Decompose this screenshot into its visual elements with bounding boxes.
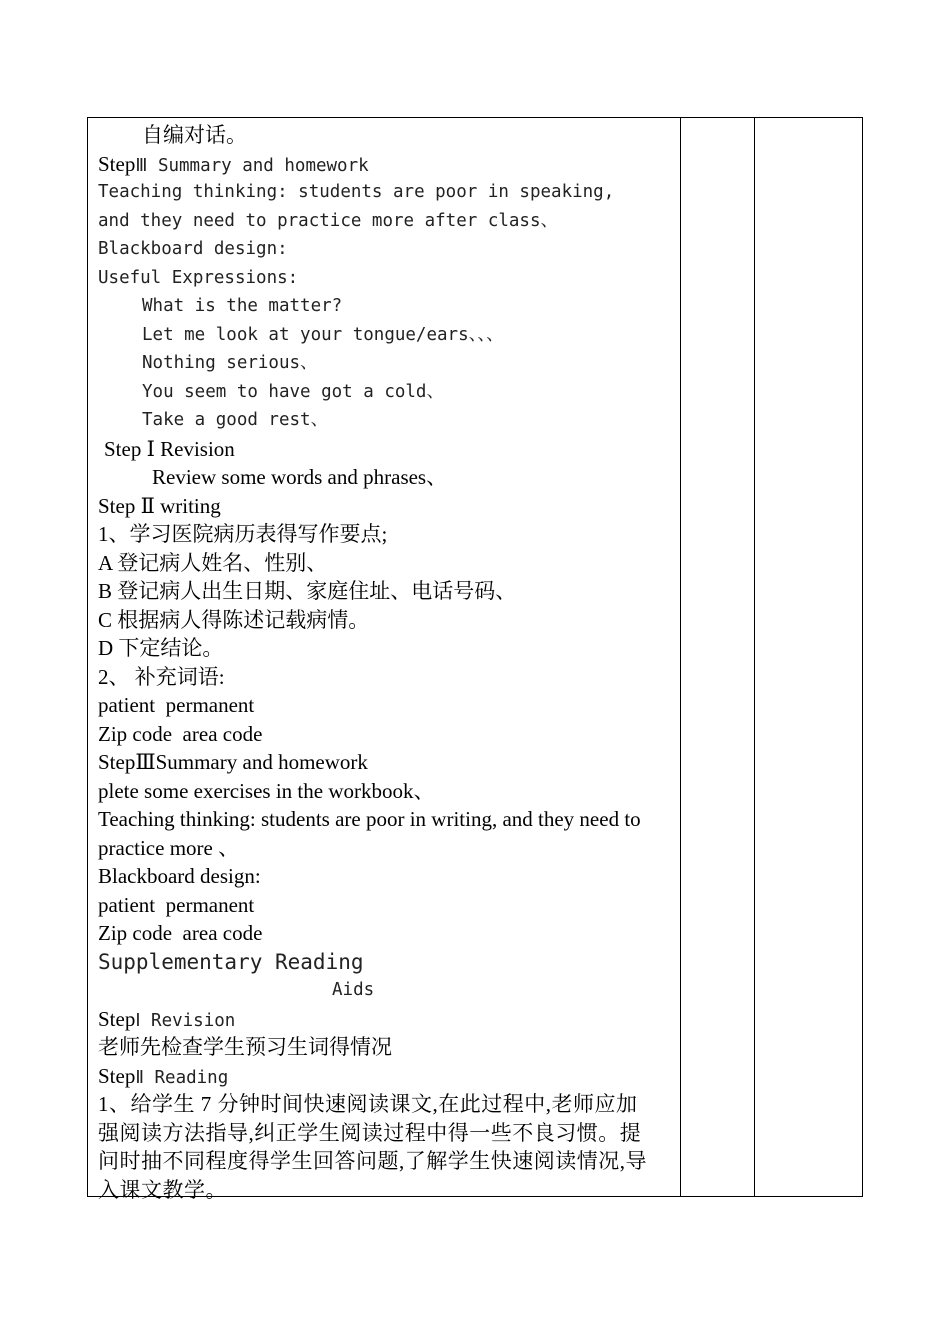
text-line: 强阅读方法指导,纠正学生阅读过程中得一些不良习惯。提 [98, 1120, 642, 1145]
text-line: B 登记病人出生日期、家庭住址、电话号码、 [98, 579, 517, 603]
text-line: 1、学习医院病历表得写作要点; [98, 522, 388, 546]
text-line: StepⅢ Summary and homework [98, 151, 369, 176]
text-line: plete some exercises in the workbook、 [98, 778, 435, 803]
text-line: and they need to practice more after class、 [98, 210, 559, 231]
text-line: StepⅡ Reading [98, 1063, 229, 1088]
text-line: A 登记病人姓名、性别、 [98, 550, 328, 575]
text-line: C 根据病人得陈述记载病情。 [98, 607, 370, 632]
text-line: StepⅢSummary and homework [98, 750, 368, 774]
text-line: Zip code area code [98, 921, 263, 945]
text-line: What is the matter? [142, 296, 343, 316]
lesson-plan-table [87, 117, 863, 1202]
text-line: Blackboard design: [98, 239, 288, 259]
text-line: 2、 补充词语: [98, 664, 225, 689]
text-line: 问时抽不同程度得学生回答问题,了解学生快速阅读情况,导 [98, 1149, 647, 1173]
column-divider [680, 118, 681, 1196]
text-line: Teaching thinking: students are poor in writing, and they need to [98, 807, 641, 831]
text-line: Blackboard design: [98, 864, 261, 888]
text-line: StepⅠ Revision [98, 1006, 236, 1031]
text-line: Let me look at your tongue/ears、、、 [142, 324, 504, 345]
text-line: Step Ⅱ writing [98, 493, 221, 518]
text-line: D 下定结论。 [98, 636, 224, 660]
text-line: Review some words and phrases、 [152, 465, 448, 489]
section-heading: Supplementary Reading [98, 949, 364, 974]
text-line: patient permanent [98, 892, 255, 917]
column-divider [754, 118, 755, 1196]
text-line: Step Ⅰ Revision [104, 436, 235, 461]
text-line: 入课文教学。 [98, 1177, 227, 1202]
section-subheading: Aids [332, 980, 375, 1000]
text-line: You seem to have got a cold、 [142, 381, 444, 402]
text-line: Teaching thinking: students are poor in speaking, [98, 182, 615, 202]
text-line: Take a good rest、 [142, 410, 329, 430]
text-line: Nothing serious、 [142, 353, 318, 373]
text-line: Zip code area code [98, 721, 263, 746]
text-line: 1、给学生 7 分钟时间快速阅读课文,在此过程中,老师应加 [98, 1092, 638, 1116]
text-line: Useful Expressions: [98, 267, 299, 288]
text-line: practice more 、 [98, 835, 240, 860]
text-line: patient permanent [98, 693, 255, 717]
text-line: 老师先检查学生预习生词得情况 [98, 1035, 392, 1059]
lesson-content-cell [98, 121, 673, 1204]
text-line: 自编对话。 [142, 123, 247, 147]
